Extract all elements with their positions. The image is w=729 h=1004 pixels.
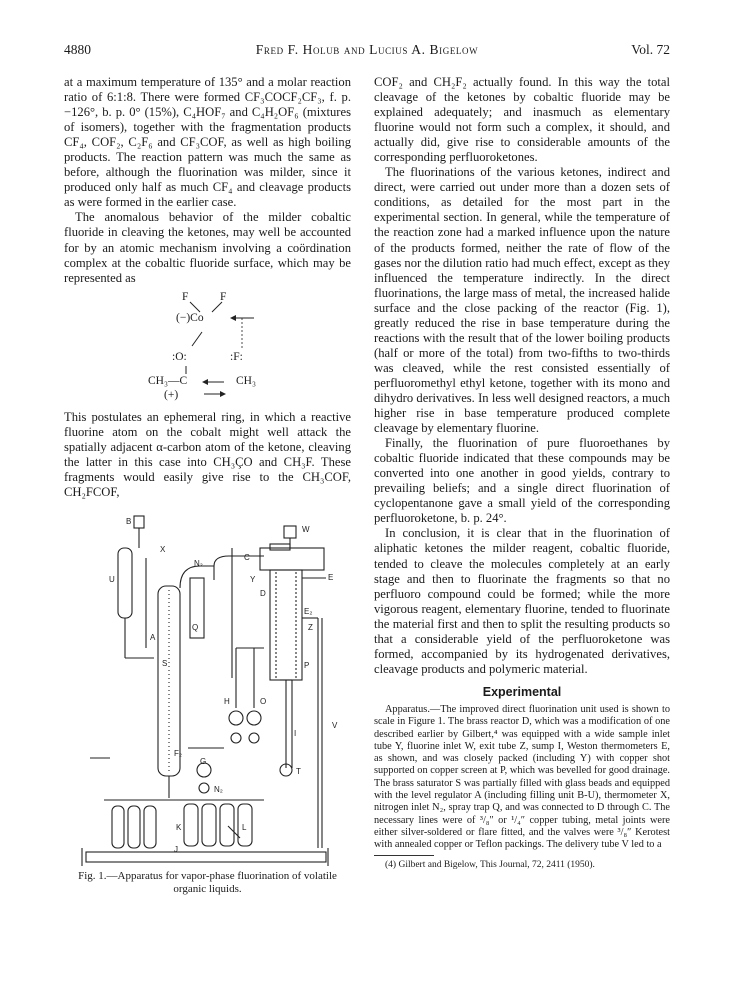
formula-fluorine: :F: — [230, 350, 243, 363]
volume-label: Vol. 72 — [631, 42, 670, 57]
figure-label-z: Z — [308, 622, 313, 632]
figure-label-b: B — [126, 516, 132, 526]
figure-label-y: Y — [250, 574, 256, 584]
formula-ch3-carbon: CH₃—C — [148, 374, 188, 387]
apparatus-figure — [64, 508, 351, 868]
figure-label-i: I — [294, 728, 297, 738]
figure-label-u: U — [109, 574, 115, 584]
apparatus-text — [374, 704, 670, 852]
figure-label-o: O — [260, 696, 267, 706]
right-column — [374, 75, 670, 871]
formula-bonds — [64, 288, 351, 406]
figure-label-l: L — [242, 822, 247, 832]
figure-caption: Fig. 1.—Apparatus for vapor-phase fluorination of volatile organic liquids. — [78, 869, 337, 896]
paragraph: The fluorinations of the various ketones, indirect and direct, were carried out under more than a dozen sets of conditions, as detailed for the most part in the experimental section. In general, while the temperature of the reaction zone had a marked influence upon the nature of the products formed, neither the rate of flow of the gases nor the dilution ratio had much effect, except as they influenced the temperature indirectly. In the direct fluorinations, the large mass of metal, the increased halide surface and the close packing of the reactor (Fig. 1), greatly reduced the rise in base temperature during the reactions with the result that of the lower boiling products (half or more of the total) from two-fifths to two-thirds was cleaved, while the rest consisted essentially of perfluoromethyl ethyl ketone, together with its mono and dihydro derivatives. In less well designed reactors, a much higher rise in base temperature produced complete cleavage by elementary fluorine. — [374, 165, 670, 436]
figure-label-e: E — [328, 572, 334, 582]
section-heading-experimental: Experimental — [482, 684, 562, 699]
formula-ch3-right: CH₃ — [236, 374, 256, 387]
paragraph: In conclusion, it is clear that in the fluorination of aliphatic ketones the milder reagent, cobaltic fluoride, tended to cleave the molecules completely at an early stage and then to fluorinate the fragments so that no perfluoro compound could be formed; while the more vigorous reagent, elementary fluorine, tended to fluorinate the material first and then to split the resulting products so that a considerable yield of the perfluoroketone was formed, accompanied by its hydrogenated derivatives, cleavage products and polymeric material. — [374, 526, 670, 676]
figure-label-n2-top: N₂ — [194, 558, 203, 568]
formula-oxygen: :O: — [172, 350, 187, 363]
apparatus-diagram — [64, 508, 351, 868]
figure-label-e2: E₂ — [304, 606, 313, 616]
figure-label-g: G — [200, 756, 207, 766]
running-title: Fred F. Holub and Lucius A. Bigelow — [255, 42, 479, 57]
figure-label-t: T — [296, 766, 301, 776]
figure-label-f2: F₂ — [174, 748, 182, 758]
paragraph: The anomalous behavior of the milder cobaltic fluoride in cleaving the ketones, may well be accounted for by an atomic mechanism involving a coördination complex at the cobaltic fluoride surface, which may be represented as — [64, 210, 351, 285]
formula-cobalt: (−)Co — [176, 311, 204, 324]
figure-label-x: X — [160, 544, 166, 554]
figure-label-w: W — [302, 524, 310, 534]
figure-label-v: V — [332, 720, 338, 730]
left-column — [64, 75, 351, 897]
figure-label-n2-bottom: N₂ — [214, 784, 223, 794]
paragraph: at a maximum temperature of 135° and a molar reaction ratio of 6:1:8. There were formed CF₃COCF₂CF₃, f. p. −126°, b. p. 0° (15%), C₄HOF₇ and C₄H₂OF₆ (mixtures of isomers), together with the fragmentation products CF₄, COF₂, C₂F₆ and CF₃COF, as well as high boiling products. The reaction pattern was much the same as before, although the fluorination was milder, since it produced only half as much CF₄ and cleavage products as were formed in the earlier case. — [64, 75, 351, 210]
figure-label-q: Q — [192, 622, 199, 632]
footnote: (4) Gilbert and Bigelow, This Journal, 72, 2411 (1950). — [385, 860, 595, 871]
figure-label-p: P — [304, 660, 310, 670]
paragraph: COF₂ and CH₂F₂ actually found. In this way the total cleavage of the ketones by cobaltic fluoride may be explained adequately; and inasmuch as elementary fluorine would not form such a complex, it should, and actually did, give rise to considerable amounts of the corresponding perfluoroketones. — [374, 75, 670, 165]
paragraph: Finally, the fluorination of pure fluoroethanes by cobaltic fluoride indicated that these compounds may be converted into one another in good yields, contrary to prevailing beliefs; and a single direct fluorination of cyclopentanone gave a small yield of the corresponding perfluoroketone, b. p. 24°. — [374, 436, 670, 526]
figure-label-j: J — [174, 844, 178, 854]
figure-label-a: A — [150, 632, 156, 642]
figure-label-s: S — [162, 658, 168, 668]
coordination-complex-formula — [64, 288, 351, 406]
figure-label-c: C — [244, 552, 250, 562]
figure-label-k: K — [176, 822, 182, 832]
running-header — [64, 42, 670, 60]
paragraph: Apparatus.—The improved direct fluorination unit used is shown to scale in Figure 1. The brass reactor D, which was a modification of one described earlier by Gilbert,⁴ was equipped with a wide sample inlet tube Y, fluorine inlet W, exit tube Z, sump I, Weston thermometers E, as shown, and was closely packed (including Y) with copper shot supported on copper screen at P, which was bevelled for good drainage. The brass saturator S was partially filled with glass beads and equipped with the level regulator A (including filling unit B-U), thermometer X, nitrogen inlet N₂, spray trap Q, and was connected to D through C. The necessary lines were of ³/₈″ or ¹/₄″ copper tubing, metal joints were either silver-soldered or flare fitted, and the valves were ³/₈″ Kerotest with annealed copper or Teflon packings. The delivery tube V led to a — [374, 703, 670, 851]
formula-plus-charge: (+) — [164, 388, 179, 401]
figure-label-d: D — [260, 588, 266, 598]
figure-label-h: H — [224, 696, 230, 706]
formula-f-top-left: F — [182, 290, 189, 303]
paragraph: This postulates an ephemeral ring, in which a reactive fluorine atom on the cobalt might well attack the spatially adjacent α-carbon atom of the ketone, cleaving the latter in this case into CH₃ÇO and CH₃F. These fragments would easily give rise to the CH₃COF, CH₂FCOF, — [64, 409, 351, 499]
formula-f-top-right: F — [220, 290, 227, 303]
page-number: 4880 — [64, 42, 91, 57]
footnote-rule — [374, 855, 434, 856]
